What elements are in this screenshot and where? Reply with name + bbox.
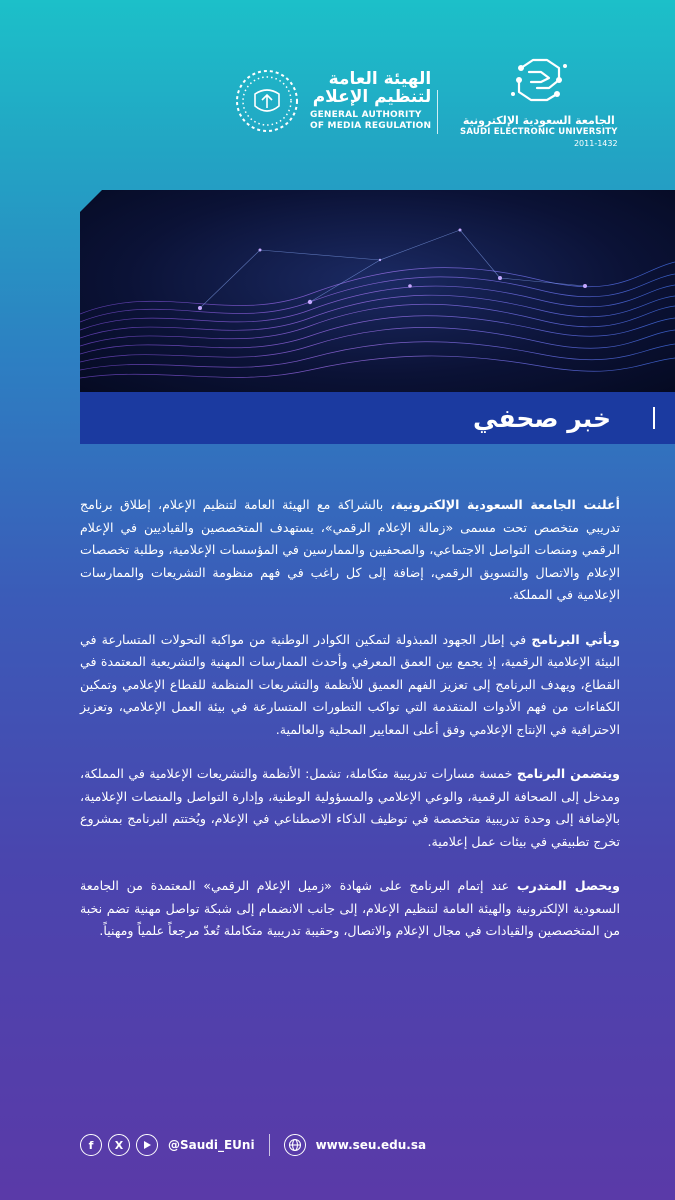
paragraph-4 — [80, 875, 620, 943]
paragraph-3 — [80, 763, 620, 853]
x-icon[interactable]: X — [108, 1134, 130, 1156]
globe-icon — [284, 1134, 306, 1156]
paragraph-2 — [80, 629, 620, 742]
paragraph-3-lead: ويتضمن البرنامج — [516, 766, 620, 781]
paragraph-1-text: بالشراكة مع الهيئة العامة لتنظيم الإعلام، إطلاق برنامج تدريبي متخصص تحت مسمى «زمالة الإعلام الرقمي»، يستهدف المتخصصين والقياديين في الإعلام الرقمي ومنصات التواصل الاجتماعي، والصحفيين والممارسين في المؤسسات الإعلامية، وطلبة تخصصات الإعلام والاتصال والتسويق الرقمي، إضافة إلى كل راغب في فهم منظومة التشريعات والممارسات الإعلامية في المملكة. — [80, 497, 620, 602]
headline-bar — [80, 392, 675, 444]
paragraph-1 — [80, 494, 620, 607]
facebook-icon[interactable]: f — [80, 1134, 102, 1156]
gamr-name-ar-line2: لتنظيم الإعلام — [312, 87, 432, 107]
gamr-emblem-icon — [232, 66, 302, 136]
gamr-name-en-line2: OF MEDIA REGULATION — [310, 121, 432, 131]
website-link[interactable]: www.seu.edu.sa — [315, 1138, 427, 1152]
paragraph-1-lead: أعلنت الجامعة السعودية الإلكترونية، — [390, 497, 620, 512]
footer — [80, 1130, 440, 1160]
seu-emblem-icon — [507, 54, 571, 108]
seu-name-ar: الجامعة السعودية الإلكترونية — [462, 114, 615, 127]
social-handle[interactable]: @Saudi_EUni — [168, 1138, 255, 1152]
headline-title: خبر صحفي — [473, 403, 611, 433]
paragraph-4-lead: ويحصل المتدرب — [516, 878, 620, 893]
gamr-name-ar-line1: الهيئة العامة — [328, 69, 432, 89]
paragraph-2-lead: ويأتي البرنامج — [531, 631, 620, 647]
paragraph-4-text: عند إتمام البرنامج على شهادة «زميل الإعلام الرقمي» المعتمدة من الجامعة السعودية الإلكترونية والهيئة العامة لتنظيم الإعلام، إلى جانب الانضمام إلى شبكة تواصل مهنية تضم نخبة من المتخصصين والقيادات في مجال الإعلام والاتصال، وحقيبة تدريبية متكاملة تُعدّ مرجعاً علمياً ومهنياً. — [80, 878, 620, 938]
seu-logo — [460, 54, 618, 148]
network-wave-illustration — [80, 190, 675, 392]
gamr-logo — [232, 66, 431, 136]
headline-divider — [653, 407, 655, 429]
paragraph-2-text: في إطار الجهود المبذولة لتمكين الكوادر الوطنية من مواكبة التحولات المتسارعة في البيئة الإعلامية الرقمية، إذ يجمع بين العمق المعرفي وأحدث الممارسات المهنية والتشريعية المعتمدة في القطاع، ويهدف البرنامج إلى تعزيز الفهم العميق للأنظمة والتشريعات المنظمة للقطاع الإعلامي وتمكين الكفاءات من فهم الأدوات المتقدمة التي تواكب التطورات المتسارعة في بيئة العمل الإعلامي، وتعزيز الاحترافية في الإنتاج الإعلامي وفق أعلى المعايير المحلية والعالمية. — [80, 631, 620, 737]
hero-image — [80, 190, 675, 392]
youtube-icon[interactable] — [136, 1134, 158, 1156]
seu-name-en: SAUDI ELECTRONIC UNIVERSITY — [460, 127, 618, 137]
header — [0, 40, 675, 150]
seu-years: 2011-1432 — [573, 139, 618, 148]
footer-divider — [269, 1134, 270, 1156]
article-body — [80, 494, 620, 965]
logo-divider — [437, 90, 438, 134]
paragraph-3-text: خمسة مسارات تدريبية متكاملة، تشمل: الأنظمة والتشريعات الإعلامية في المملكة، ومدخل إلى الصحافة الرقمية، والوعي الإعلامي والمسؤولية الوطنية، وإدارة التواصل والمنصات الإعلامية، بالإضافة إلى وحدة تدريبية متخصصة في توظيف الذكاء الاصطناعي في الإعلام، ويُختتم البرنامج بمشروع تخرج تطبيقي في بيئات عمل إعلامية. — [80, 766, 620, 849]
gamr-name-en-line1: GENERAL AUTHORITY — [310, 110, 422, 120]
